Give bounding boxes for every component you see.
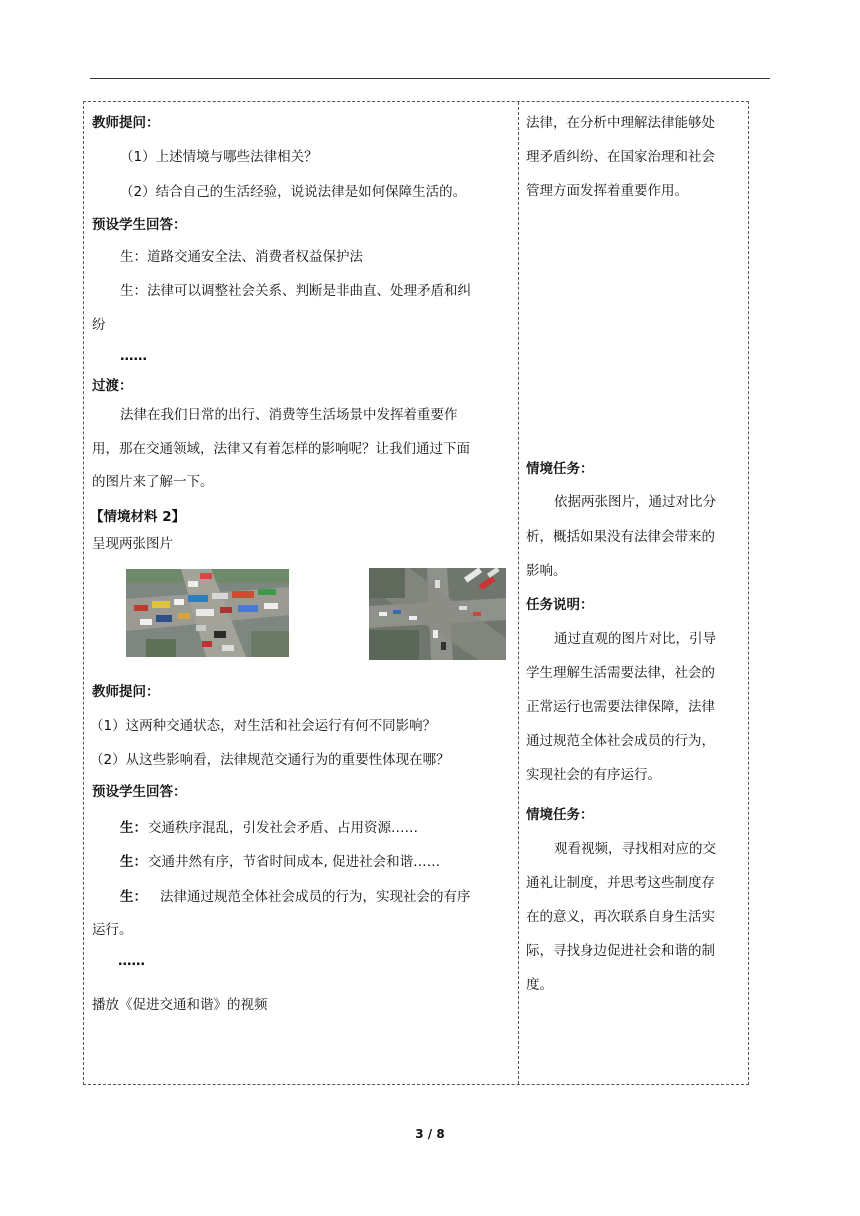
transition-text: 的图片来了解一下。 (92, 474, 214, 490)
answer-item: 生：道路交通安全法、消费者权益保护法 (120, 249, 363, 265)
answer-label: 生： (120, 889, 147, 905)
answer-item: 生：法律可以调整社会关系、判断是非曲直、处理矛盾和纠 (120, 283, 471, 299)
header-rule (90, 78, 770, 79)
explanation-text: 通过直观的图片对比，引导 (554, 631, 716, 647)
explanation-text: 通过规范全体社会成员的行为， (526, 733, 715, 749)
answer-item: 法律通过规范全体社会成员的行为，实现社会的有序 (160, 889, 471, 905)
intro-text: 法律，在分析中理解法律能够处 (526, 115, 715, 131)
intro-text: 管理方面发挥着重要作用。 (526, 183, 688, 199)
question-item: （1）上述情境与哪些法律相关？ (120, 149, 318, 165)
answer-item: 交通秩序混乱，引发社会矛盾、占用资源…… (148, 820, 418, 836)
explanation-text: 学生理解生活需要法律，社会的 (526, 665, 715, 681)
material-heading: 【情境材料 2】 (90, 509, 186, 525)
task-text: 析，概括如果没有法律会带来的 (526, 529, 715, 545)
task-text: 影响。 (526, 563, 567, 579)
lesson-table (83, 101, 749, 1085)
material-description: 呈现两张图片 (92, 536, 173, 552)
answer-label: 生： (120, 820, 147, 836)
question-item: （2）结合自己的生活经验，说说法律是如何保障生活的。 (120, 184, 467, 200)
task-text: 度。 (526, 977, 553, 993)
explanation-text: 正常运行也需要法律保障，法律 (526, 699, 715, 715)
chaotic-traffic-photo (126, 569, 289, 657)
transition-text: 用，那在交通领域，法律又有着怎样的影响呢？让我们通过下面 (92, 441, 470, 457)
page-number: 3 / 8 (415, 1127, 445, 1141)
transition-text: 法律在我们日常的出行、消费等生活场景中发挥着重要作 (120, 407, 458, 423)
student-answer-heading: 预设学生回答： (92, 217, 187, 233)
ellipsis: …… (118, 953, 145, 969)
intro-text: 理矛盾纠纷、在国家治理和社会 (526, 149, 715, 165)
answer-item-continued: 运行。 (92, 922, 133, 938)
answer-label: 生： (120, 854, 147, 870)
task-text: 依据两张图片，通过对比分 (554, 494, 716, 510)
answer-item-continued: 纷 (92, 317, 106, 333)
question-item: （2）从这些影响看，法律规范交通行为的重要性体现在哪？ (90, 752, 450, 768)
teacher-question-heading: 教师提问： (92, 684, 160, 700)
explanation-heading: 任务说明： (526, 597, 594, 613)
question-item: （1）这两种交通状态，对生活和社会运行有何不同影响？ (90, 718, 437, 734)
task-heading: 情境任务： (526, 807, 594, 823)
explanation-text: 实现社会的有序运行。 (526, 767, 661, 783)
column-divider (518, 102, 519, 1084)
answer-item: 交通井然有序，节省时间成本, 促进社会和谐…… (148, 854, 441, 870)
video-instruction: 播放《促进交通和谐》的视频 (92, 997, 268, 1013)
transition-heading: 过渡： (92, 378, 133, 394)
orderly-traffic-photo (369, 568, 506, 660)
task-text: 通礼让制度，并思考这些制度存 (526, 875, 715, 891)
task-text: 在的意义，再次联系自身生活实 (526, 909, 715, 925)
ellipsis: …… (120, 348, 147, 364)
task-text: 观看视频，寻找相对应的交 (554, 841, 716, 857)
task-heading: 情境任务： (526, 461, 594, 477)
task-text: 际，寻找身边促进社会和谐的制 (526, 943, 715, 959)
student-answer-heading: 预设学生回答： (92, 784, 187, 800)
teacher-question-heading: 教师提问： (92, 115, 160, 131)
